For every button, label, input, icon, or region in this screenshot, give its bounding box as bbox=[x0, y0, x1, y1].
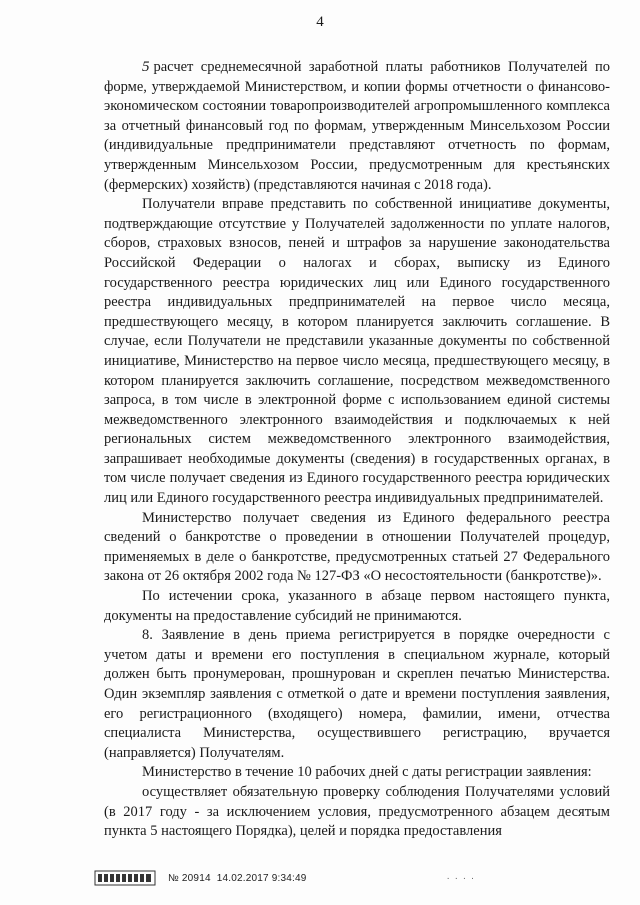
registration-timestamp: 14.02.2017 9:34:49 bbox=[216, 872, 307, 884]
document-footer bbox=[94, 868, 475, 888]
document-number: № 20914 bbox=[168, 872, 211, 884]
paragraph-6: Министерство в течение 10 рабочих дней с даты регистрации заявления: bbox=[142, 764, 592, 781]
paragraph-4: По истечении срока, указанного в абзаце первом настоящего пункта, документы на предоставление субсидий не принимаются. bbox=[104, 588, 610, 624]
paragraph-2: Получатели вправе представить по собственной инициативе документы, подтверждающие отсутствие у Получателей задолженности по уплате налогов, сборов, страховых взносов, пеней и штрафов за нарушение законодательства Российской Федерации о налогах и сборах, выписку из Единого государственного реестра юридических лиц или Единого государственного реестра индивидуальных предпринимателей на первое число месяца, предшествующего месяцу, в котором планируется заключить соглашение. В случае, если Получатели не представили указанные документы по собственной инициативе, Министерство на первое число месяца, предшествующего месяцу, в котором планируется заключить соглашение, посредством межведомственного запроса, в том числе в электронной форме с использованием единой системы межведомственного электронного взаимодействия и подключаемых к ней региональных систем межведомственного электронного взаимодействия, запрашивает необходимые документы (сведения) в государственных органах, в том числе получает сведения из Единого государственного реестра юридических лиц или Единого государственного реестра индивидуальных предпринимателей. bbox=[104, 196, 610, 507]
paragraph-7: осуществляет обязательную проверку соблюдения Получателями условий (в 2017 году - за исключением условия, предусмотренного абзацем десятым пункта 5 настоящего Порядка), целей и порядка предоставления bbox=[104, 783, 610, 840]
registry-logo-icon bbox=[94, 870, 156, 886]
document-body bbox=[104, 58, 610, 842]
ink-smudge: · · · · bbox=[446, 872, 476, 884]
paragraph-3: Министерство получает сведения из Единого федерального реестра сведений о банкротстве о проведении в отношении Получателей процедур, применяемых в деле о банкротстве, предусмотренных статьей 27 Федерального закона от 26 октября 2002 года № 127-ФЗ «О несостоятельности (банкротстве)». bbox=[104, 509, 610, 585]
paragraph-5: 8. Заявление в день приема регистрируется в порядке очередности с учетом даты и времени его поступления в специальном журнале, который должен быть пронумерован, прошнурован и скреплен печатью Министерства. Один экземпляр заявления с отметкой о дате и времени поступления заявления, его регистрационного (входящего) номера, фамилии, имени, отчества специалиста Министерства, осуществившего регистрацию, вручается (направляется) Получателям. bbox=[104, 627, 610, 761]
page-number: 4 bbox=[316, 14, 324, 30]
handwritten-mark: 5 bbox=[142, 59, 150, 75]
paragraph-text: расчет среднемесячной заработной платы работников Получателей по форме, утверждаемой Министерством, и копии формы отчетности о финансово-экономическом состоянии товаропроизводителей агропромышленного комплекса за отчетный финансовый год по формам, утвержденным Минсельхозом России (индивидуальные предприниматели представляют отчетность по формам, утвержденным Минсельхозом России, предусмотренным для крестьянских (фермерских) хозяйств) (представляются начиная с 2018 года). bbox=[104, 59, 610, 193]
paragraph-1 bbox=[104, 58, 610, 195]
